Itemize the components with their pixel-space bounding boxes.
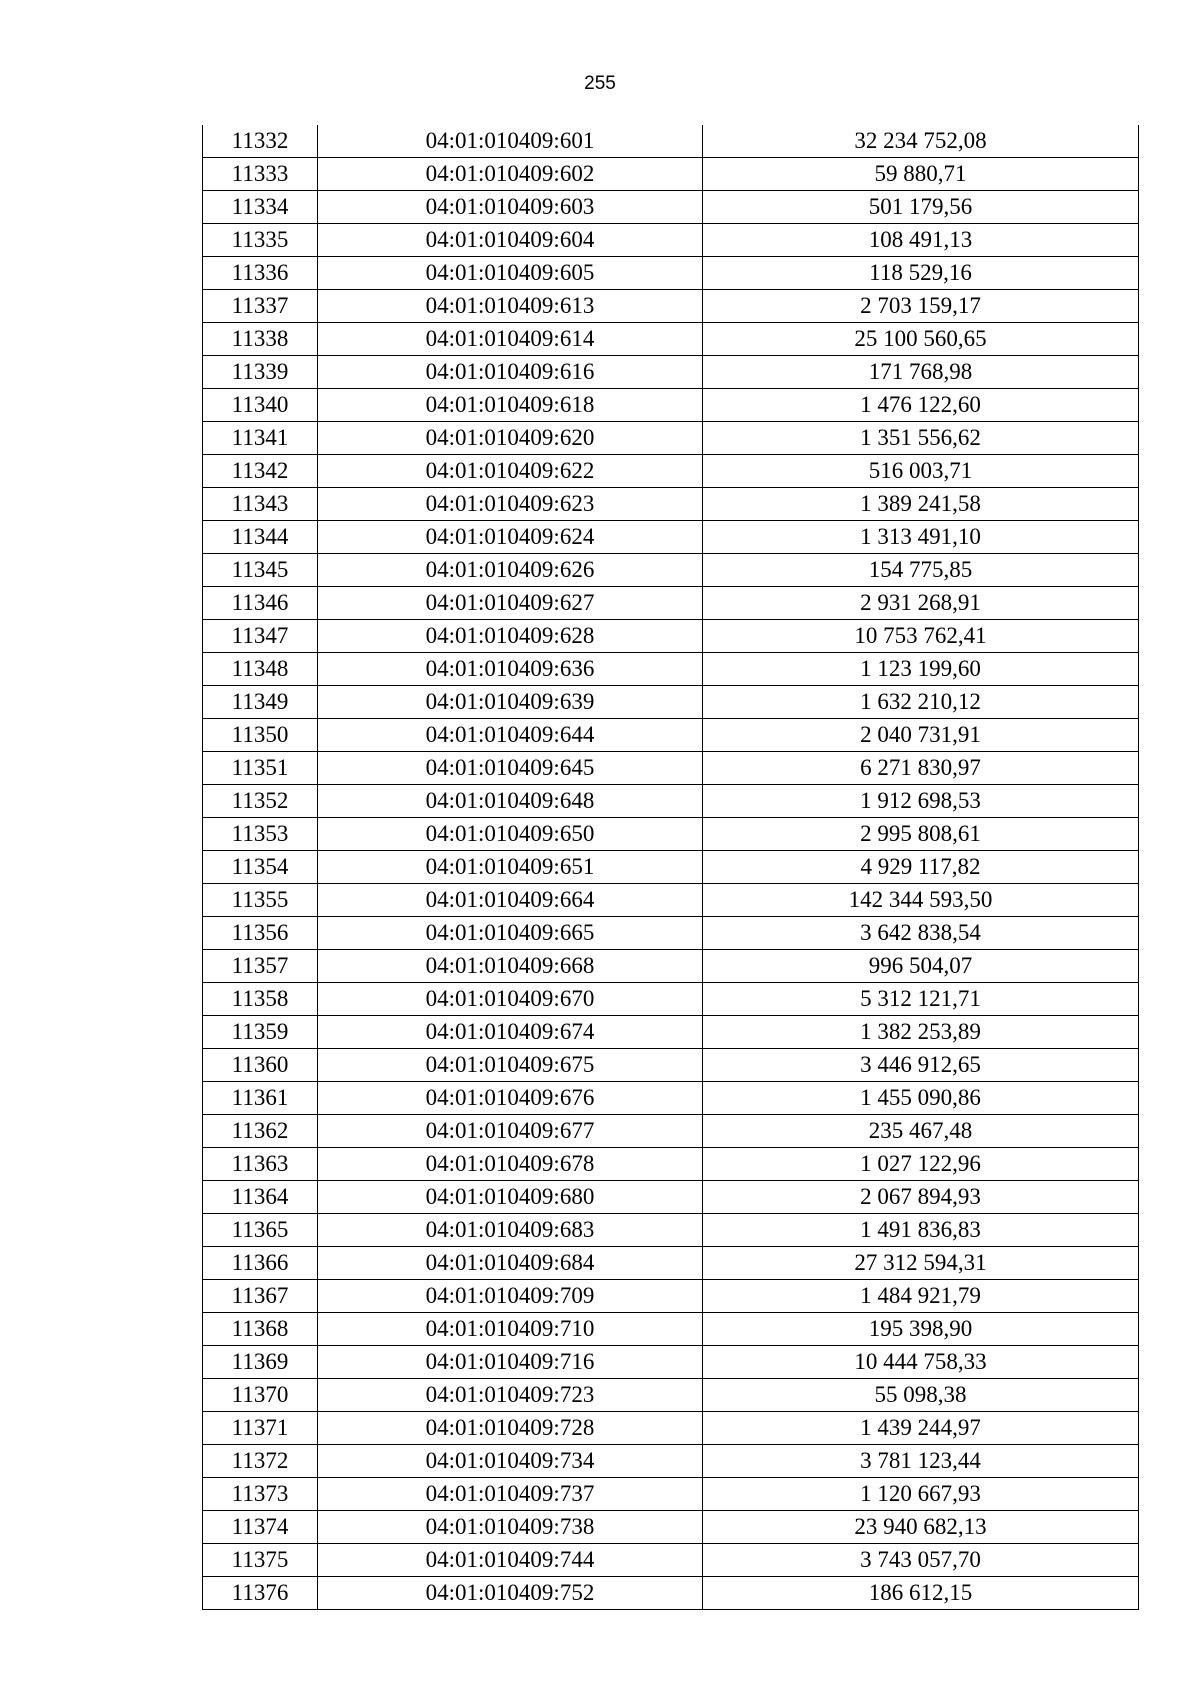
row-index-cell: 11357 [203, 950, 318, 983]
cadastral-number-cell: 04:01:010409:618 [318, 389, 703, 422]
row-index-cell: 11374 [203, 1511, 318, 1544]
cadastral-number-cell: 04:01:010409:723 [318, 1379, 703, 1412]
row-index-cell: 11350 [203, 719, 318, 752]
cadastral-value-cell: 23 940 682,13 [703, 1511, 1139, 1544]
cadastral-number-cell: 04:01:010409:603 [318, 191, 703, 224]
row-index-cell: 11363 [203, 1148, 318, 1181]
cadastral-number-cell: 04:01:010409:738 [318, 1511, 703, 1544]
table-row [203, 1346, 1139, 1379]
row-index-cell: 11344 [203, 521, 318, 554]
cadastral-number-cell: 04:01:010409:648 [318, 785, 703, 818]
cadastral-value-cell: 195 398,90 [703, 1313, 1139, 1346]
table-row [203, 818, 1139, 851]
table-row [203, 224, 1139, 257]
table-row [203, 1511, 1139, 1544]
cadastral-value-cell: 235 467,48 [703, 1115, 1139, 1148]
cadastral-number-cell: 04:01:010409:734 [318, 1445, 703, 1478]
row-index-cell: 11337 [203, 290, 318, 323]
table-row [203, 752, 1139, 785]
cadastral-value-cell: 3 781 123,44 [703, 1445, 1139, 1478]
cadastral-number-cell: 04:01:010409:627 [318, 587, 703, 620]
cadastral-number-cell: 04:01:010409:668 [318, 950, 703, 983]
table-row [203, 290, 1139, 323]
cadastral-number-cell: 04:01:010409:680 [318, 1181, 703, 1214]
row-index-cell: 11354 [203, 851, 318, 884]
table-row [203, 1115, 1139, 1148]
cadastral-value-cell: 1 491 836,83 [703, 1214, 1139, 1247]
cadastral-number-cell: 04:01:010409:728 [318, 1412, 703, 1445]
table-row [203, 719, 1139, 752]
table-row [203, 884, 1139, 917]
cadastral-value-cell: 27 312 594,31 [703, 1247, 1139, 1280]
cadastral-value-cell: 154 775,85 [703, 554, 1139, 587]
row-index-cell: 11333 [203, 158, 318, 191]
cadastral-value-cell: 1 484 921,79 [703, 1280, 1139, 1313]
cadastral-number-cell: 04:01:010409:628 [318, 620, 703, 653]
cadastral-number-cell: 04:01:010409:622 [318, 455, 703, 488]
cadastral-number-cell: 04:01:010409:752 [318, 1577, 703, 1610]
cadastral-value-cell: 1 382 253,89 [703, 1016, 1139, 1049]
row-index-cell: 11352 [203, 785, 318, 818]
table-row [203, 1577, 1139, 1610]
row-index-cell: 11341 [203, 422, 318, 455]
row-index-cell: 11358 [203, 983, 318, 1016]
row-index-cell: 11339 [203, 356, 318, 389]
cadastral-number-cell: 04:01:010409:614 [318, 323, 703, 356]
cadastral-value-cell: 25 100 560,65 [703, 323, 1139, 356]
cadastral-value-cell: 2 067 894,93 [703, 1181, 1139, 1214]
cadastral-value-cell: 2 995 808,61 [703, 818, 1139, 851]
cadastral-value-cell: 2 931 268,91 [703, 587, 1139, 620]
row-index-cell: 11332 [203, 125, 318, 158]
cadastral-number-cell: 04:01:010409:651 [318, 851, 703, 884]
row-index-cell: 11365 [203, 1214, 318, 1247]
table-row [203, 554, 1139, 587]
table-row [203, 587, 1139, 620]
row-index-cell: 11368 [203, 1313, 318, 1346]
cadastral-number-cell: 04:01:010409:624 [318, 521, 703, 554]
table-body [203, 125, 1139, 1610]
cadastral-number-cell: 04:01:010409:709 [318, 1280, 703, 1313]
cadastral-value-cell: 5 312 121,71 [703, 983, 1139, 1016]
cadastral-value-cell: 55 098,38 [703, 1379, 1139, 1412]
table-row [203, 983, 1139, 1016]
cadastral-number-cell: 04:01:010409:677 [318, 1115, 703, 1148]
cadastral-number-cell: 04:01:010409:650 [318, 818, 703, 851]
row-index-cell: 11349 [203, 686, 318, 719]
table-row [203, 488, 1139, 521]
cadastral-value-table [202, 125, 1139, 1610]
row-index-cell: 11373 [203, 1478, 318, 1511]
cadastral-number-cell: 04:01:010409:674 [318, 1016, 703, 1049]
table-row [203, 1016, 1139, 1049]
table-row [203, 422, 1139, 455]
cadastral-number-cell: 04:01:010409:601 [318, 125, 703, 158]
row-index-cell: 11362 [203, 1115, 318, 1148]
table-row [203, 455, 1139, 488]
cadastral-number-cell: 04:01:010409:744 [318, 1544, 703, 1577]
cadastral-number-cell: 04:01:010409:684 [318, 1247, 703, 1280]
cadastral-number-cell: 04:01:010409:670 [318, 983, 703, 1016]
table-row [203, 1082, 1139, 1115]
row-index-cell: 11347 [203, 620, 318, 653]
cadastral-value-cell: 1 476 122,60 [703, 389, 1139, 422]
row-index-cell: 11375 [203, 1544, 318, 1577]
cadastral-value-cell: 2 040 731,91 [703, 719, 1139, 752]
cadastral-number-cell: 04:01:010409:664 [318, 884, 703, 917]
cadastral-value-cell: 1 313 491,10 [703, 521, 1139, 554]
table-row [203, 785, 1139, 818]
cadastral-value-cell: 118 529,16 [703, 257, 1139, 290]
table-row [203, 950, 1139, 983]
row-index-cell: 11340 [203, 389, 318, 422]
cadastral-number-cell: 04:01:010409:616 [318, 356, 703, 389]
cadastral-number-cell: 04:01:010409:678 [318, 1148, 703, 1181]
data-table-container [202, 125, 1138, 1610]
cadastral-value-cell: 108 491,13 [703, 224, 1139, 257]
table-row [203, 1412, 1139, 1445]
cadastral-number-cell: 04:01:010409:623 [318, 488, 703, 521]
cadastral-value-cell: 171 768,98 [703, 356, 1139, 389]
row-index-cell: 11355 [203, 884, 318, 917]
cadastral-value-cell: 4 929 117,82 [703, 851, 1139, 884]
row-index-cell: 11342 [203, 455, 318, 488]
table-row [203, 1478, 1139, 1511]
cadastral-value-cell: 501 179,56 [703, 191, 1139, 224]
cadastral-value-cell: 3 446 912,65 [703, 1049, 1139, 1082]
row-index-cell: 11343 [203, 488, 318, 521]
cadastral-number-cell: 04:01:010409:683 [318, 1214, 703, 1247]
row-index-cell: 11361 [203, 1082, 318, 1115]
table-row [203, 851, 1139, 884]
cadastral-number-cell: 04:01:010409:604 [318, 224, 703, 257]
row-index-cell: 11336 [203, 257, 318, 290]
table-row [203, 191, 1139, 224]
table-row [203, 356, 1139, 389]
cadastral-number-cell: 04:01:010409:626 [318, 554, 703, 587]
row-index-cell: 11372 [203, 1445, 318, 1478]
table-row [203, 1148, 1139, 1181]
row-index-cell: 11359 [203, 1016, 318, 1049]
cadastral-number-cell: 04:01:010409:676 [318, 1082, 703, 1115]
row-index-cell: 11348 [203, 653, 318, 686]
cadastral-number-cell: 04:01:010409:644 [318, 719, 703, 752]
cadastral-number-cell: 04:01:010409:639 [318, 686, 703, 719]
cadastral-value-cell: 2 703 159,17 [703, 290, 1139, 323]
cadastral-number-cell: 04:01:010409:716 [318, 1346, 703, 1379]
cadastral-value-cell: 1 632 210,12 [703, 686, 1139, 719]
row-index-cell: 11364 [203, 1181, 318, 1214]
row-index-cell: 11376 [203, 1577, 318, 1610]
cadastral-value-cell: 996 504,07 [703, 950, 1139, 983]
cadastral-number-cell: 04:01:010409:602 [318, 158, 703, 191]
table-row [203, 1049, 1139, 1082]
table-row [203, 1214, 1139, 1247]
row-index-cell: 11345 [203, 554, 318, 587]
cadastral-value-cell: 1 439 244,97 [703, 1412, 1139, 1445]
cadastral-value-cell: 3 642 838,54 [703, 917, 1139, 950]
row-index-cell: 11338 [203, 323, 318, 356]
cadastral-value-cell: 1 455 090,86 [703, 1082, 1139, 1115]
row-index-cell: 11335 [203, 224, 318, 257]
table-row [203, 389, 1139, 422]
table-row [203, 1379, 1139, 1412]
cadastral-value-cell: 1 351 556,62 [703, 422, 1139, 455]
cadastral-value-cell: 1 120 667,93 [703, 1478, 1139, 1511]
cadastral-number-cell: 04:01:010409:613 [318, 290, 703, 323]
row-index-cell: 11360 [203, 1049, 318, 1082]
cadastral-value-cell: 1 027 122,96 [703, 1148, 1139, 1181]
cadastral-value-cell: 3 743 057,70 [703, 1544, 1139, 1577]
row-index-cell: 11366 [203, 1247, 318, 1280]
row-index-cell: 11367 [203, 1280, 318, 1313]
table-row [203, 521, 1139, 554]
cadastral-value-cell: 32 234 752,08 [703, 125, 1139, 158]
table-row [203, 1445, 1139, 1478]
page-number: 255 [584, 73, 616, 94]
row-index-cell: 11370 [203, 1379, 318, 1412]
table-row [203, 323, 1139, 356]
table-row [203, 1313, 1139, 1346]
row-index-cell: 11334 [203, 191, 318, 224]
cadastral-value-cell: 6 271 830,97 [703, 752, 1139, 785]
cadastral-value-cell: 1 123 199,60 [703, 653, 1139, 686]
cadastral-value-cell: 10 753 762,41 [703, 620, 1139, 653]
cadastral-value-cell: 1 389 241,58 [703, 488, 1139, 521]
table-row [203, 686, 1139, 719]
table-row [203, 620, 1139, 653]
table-row [203, 1247, 1139, 1280]
table-row [203, 257, 1139, 290]
cadastral-number-cell: 04:01:010409:737 [318, 1478, 703, 1511]
cadastral-value-cell: 59 880,71 [703, 158, 1139, 191]
table-row [203, 653, 1139, 686]
row-index-cell: 11371 [203, 1412, 318, 1445]
cadastral-value-cell: 1 912 698,53 [703, 785, 1139, 818]
table-row [203, 1181, 1139, 1214]
cadastral-number-cell: 04:01:010409:645 [318, 752, 703, 785]
table-row [203, 125, 1139, 158]
cadastral-number-cell: 04:01:010409:636 [318, 653, 703, 686]
row-index-cell: 11353 [203, 818, 318, 851]
cadastral-value-cell: 516 003,71 [703, 455, 1139, 488]
row-index-cell: 11346 [203, 587, 318, 620]
cadastral-number-cell: 04:01:010409:605 [318, 257, 703, 290]
row-index-cell: 11351 [203, 752, 318, 785]
row-index-cell: 11369 [203, 1346, 318, 1379]
table-row [203, 158, 1139, 191]
cadastral-number-cell: 04:01:010409:710 [318, 1313, 703, 1346]
cadastral-value-cell: 186 612,15 [703, 1577, 1139, 1610]
cadastral-value-cell: 10 444 758,33 [703, 1346, 1139, 1379]
table-row [203, 1544, 1139, 1577]
cadastral-number-cell: 04:01:010409:675 [318, 1049, 703, 1082]
cadastral-value-cell: 142 344 593,50 [703, 884, 1139, 917]
row-index-cell: 11356 [203, 917, 318, 950]
table-row [203, 1280, 1139, 1313]
cadastral-number-cell: 04:01:010409:665 [318, 917, 703, 950]
table-row [203, 917, 1139, 950]
cadastral-number-cell: 04:01:010409:620 [318, 422, 703, 455]
